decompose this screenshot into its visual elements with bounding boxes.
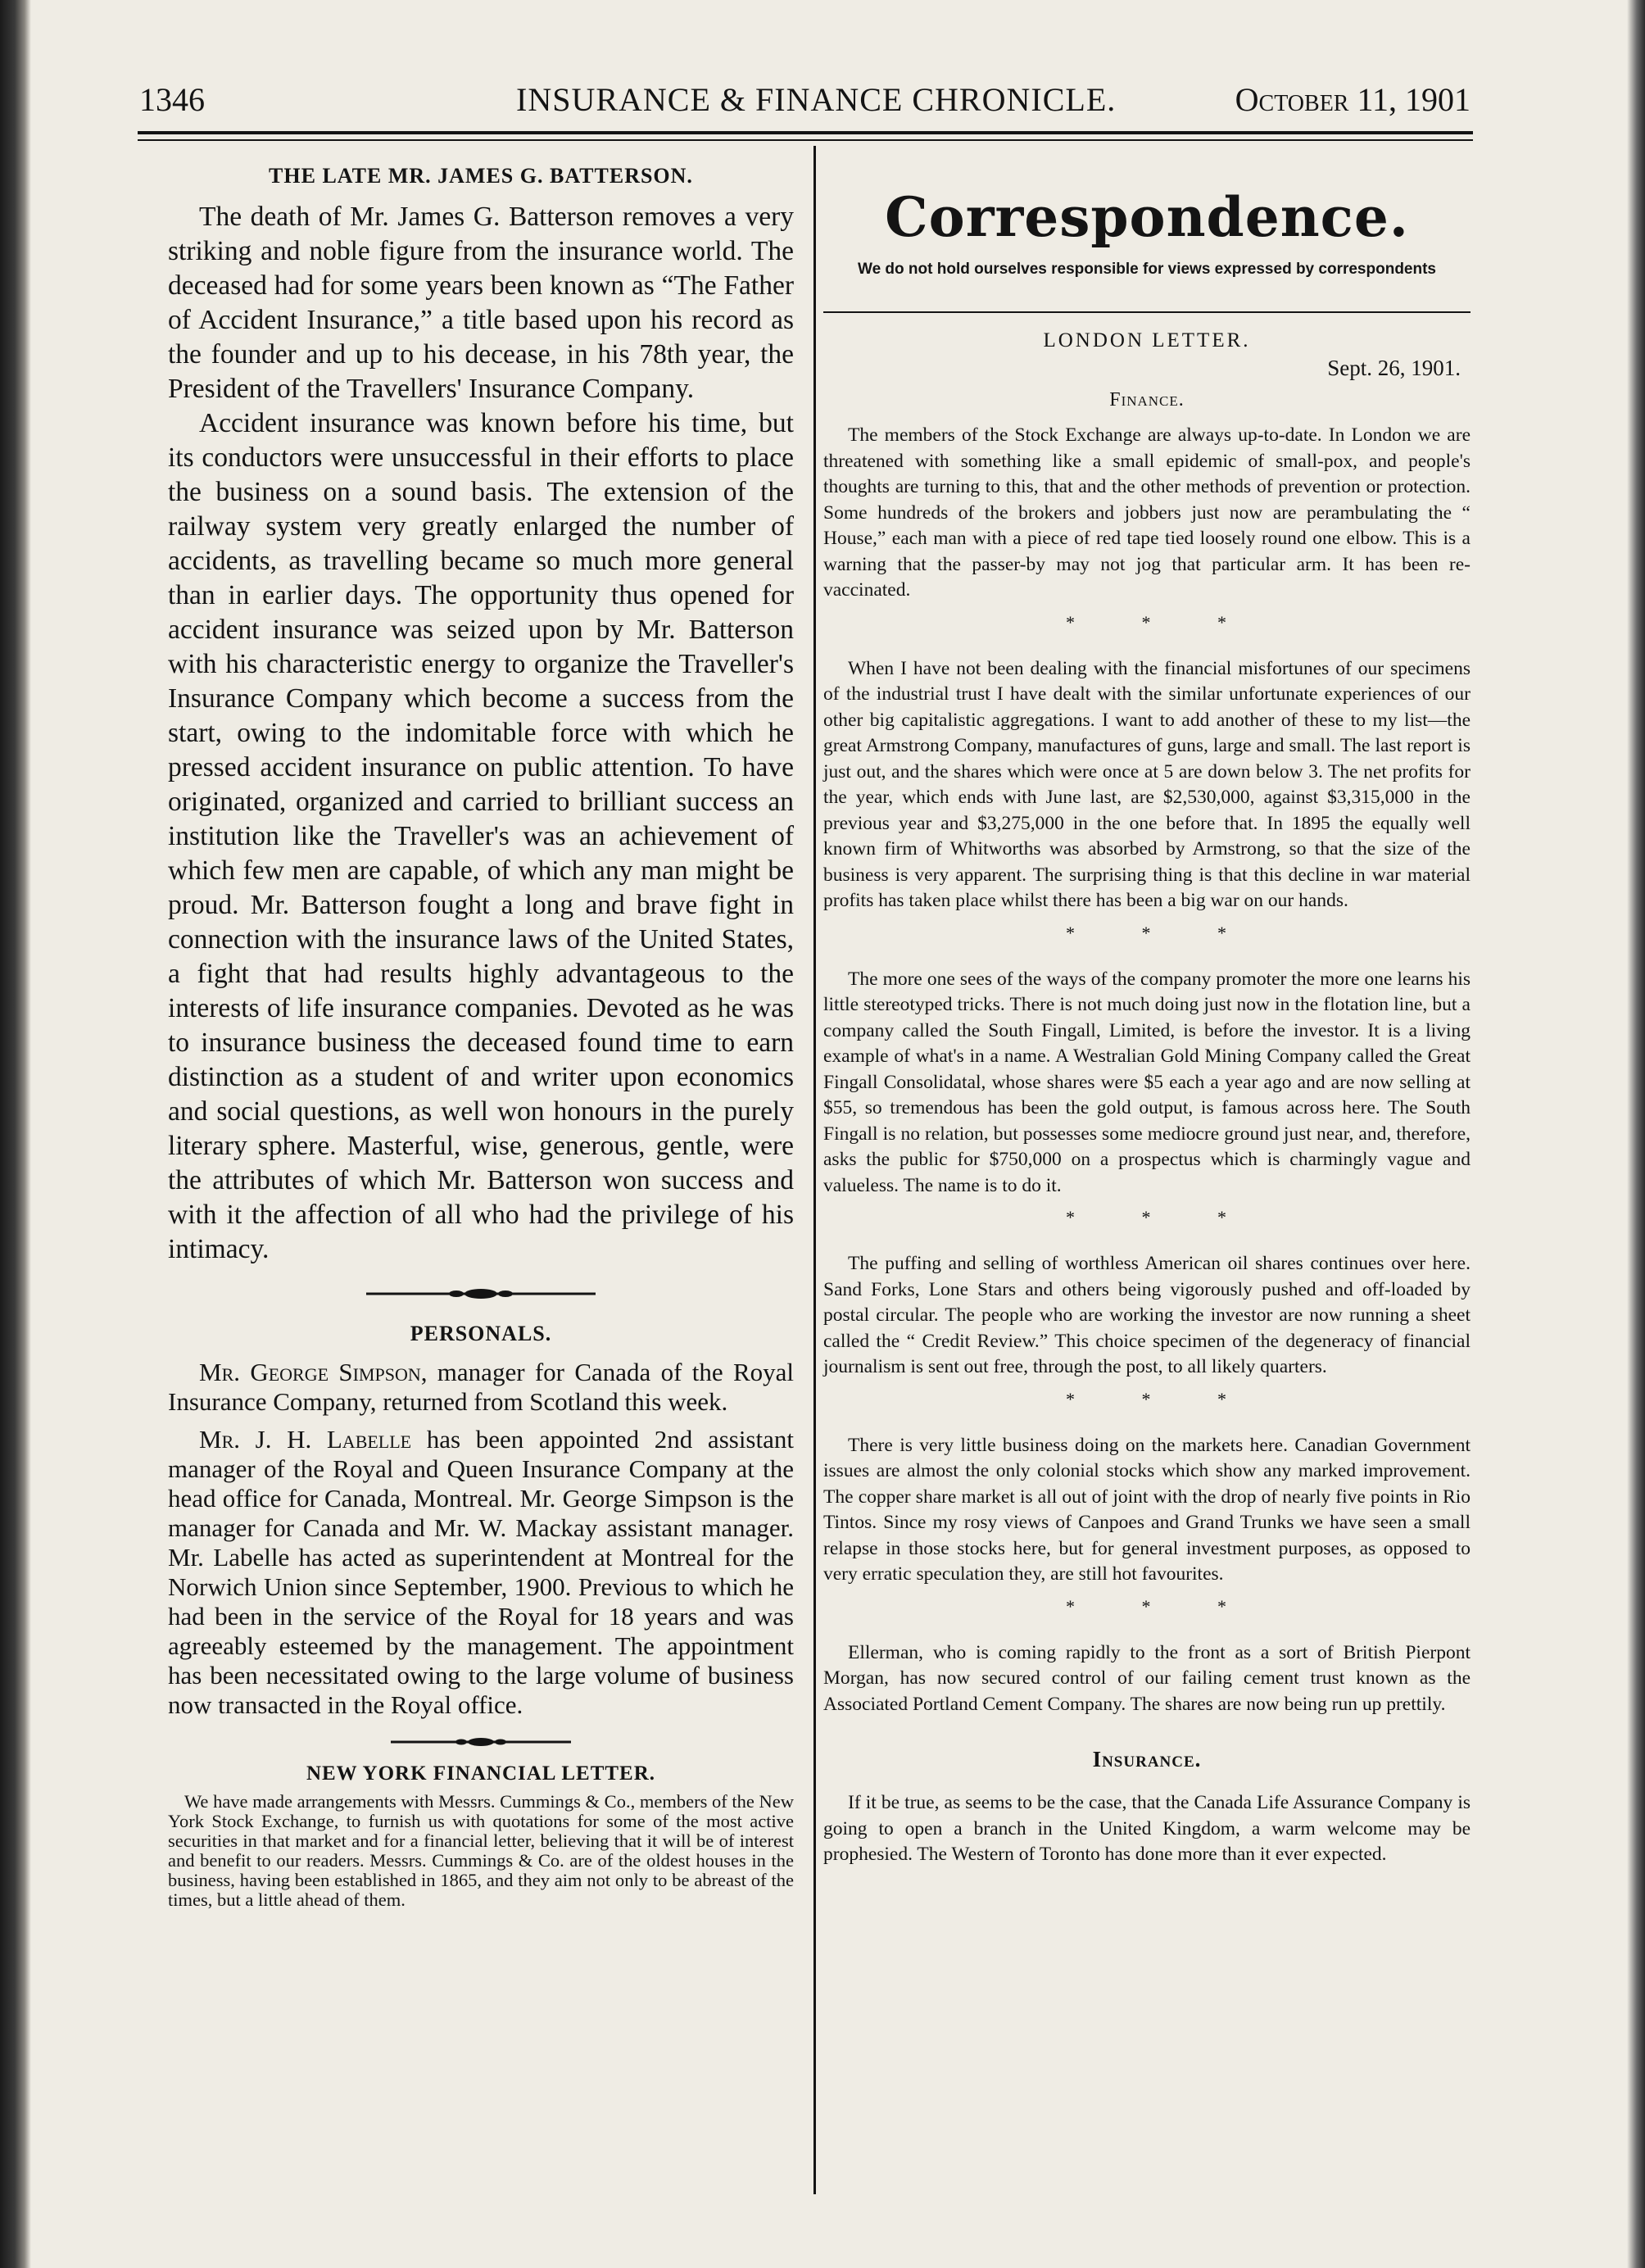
asterism-separator: * * * — [1066, 922, 1258, 943]
issue-date: October 11, 1901 — [1235, 81, 1471, 118]
batterson-paragraph-2: Accident insurance was known before his time, but its conductors were unsuccessful in their efforts to place the business on a sound basis. The extension of the railway system very greatly enlarged the number of accidents, as travelling became so much more general than in earlier days. The opportunity thus opened for accident insurance was seized upon by Mr. Batterson with his characteristic energy to organize the Traveller's Insurance Company which become a success from the start, owing to the indomitable force with which he pressed accident insurance on public attention. To have originated, organized and carried to brilliant success an institution like the Traveller's was an achievement of which few men are capable, of which any man might be proud. Mr. Batterson fought a long and brave fight in connection with the insurance laws of the United States, a fight that had results highly advantageous to the interests of life insurance companies. Devoted as he was to insurance business the deceased found time to earn distinction as a student of and writer upon economics and social questions, as well won honours in the purely literary sphere. Masterful, wise, generous, gentle, were the attributes of which Mr. Batterson won success and with it the affection of all who had the privilege of his intimacy. — [168, 408, 794, 1264]
column-divider — [813, 146, 816, 2194]
london-paragraph-1: The members of the Stock Exchange are always up-to-date. In London we are threatened with something like a small epidemic of small-pox, and people's thoughts are turning to this, that and the other methods of prevention or protection. Some hundreds of the brokers and jobbers just now are perambulating the “ House,” each man with a piece of red tape tied loosely round one elbow. This is a warning that the passer-by may not jog that particular arm. It has been re-vaccinated. — [823, 424, 1471, 601]
asterism-separator: * * * — [1066, 1207, 1258, 1227]
london-letter-date: Sept. 26, 1901. — [1327, 356, 1461, 380]
finance-heading: Finance. — [1109, 389, 1185, 411]
personals-text-1: , manager for Canada of the Royal Insurance Company, returned from Scotland this week. — [168, 1358, 795, 1416]
personals-paragraph-2 — [168, 1425, 794, 1720]
insurance-heading: Insurance. — [1092, 1747, 1202, 1771]
person-name-simpson: Mr. George Simpson — [199, 1358, 421, 1386]
asterism-separator: * * * — [1066, 1595, 1258, 1617]
asterism-separator: * * * — [1066, 1388, 1258, 1409]
correspondence-title: Correspondence. — [885, 185, 1409, 249]
page-right-edge — [1627, 0, 1645, 2268]
insurance-paragraph: If it be true, as seems to be the case, that the Canada Life Assurance Company is going to open a branch in the United Kingdom, a warm welcome may be prophesied. The Western of Toronto has done more than it ever expected. — [823, 1792, 1471, 1865]
london-paragraph-5: There is very little business doing on the markets here. Canadian Government issues are almost the only colonial stocks which show any marked improvement. The copper share market is all out of joint with the drop of nearly five points in Rio Tintos. Since my rosy views of Canpoes and Grand Trunks we have seen a small relapse in those stocks here, but for general investment purposes, as opposed to very erratic speculation they, are still hot favourites. — [823, 1434, 1471, 1585]
personals-heading: PERSONALS. — [410, 1322, 552, 1345]
batterson-heading: THE LATE MR. JAMES G. BATTERSON. — [269, 164, 693, 188]
header-rule — [138, 131, 1473, 141]
london-paragraph-6: Ellerman, who is coming rapidly to the front as a sort of British Pierpont Morgan, has now secured control of our failing cement trust known as the Associated Portland Cement Company. The shares are now being run up prettily. — [823, 1641, 1471, 1715]
london-paragraph-2: When I have not been dealing with the financial misfortunes of our specimens of the industrial trust I have dealt with the similar unfortunate experiences of our other big capitalistic aggregations. I want to add another of these to my list—the great Armstrong Company, manufactures of guns, large and small. The last report is just out, and the shares which were once at 5 are down below 3. The net profits for the year, which ends with June last, are $2,530,000, against $3,315,000 in the previous year and $3,275,000 in the one before that. In 1895 the equally well known firm of Whitworths was absorbed by Armstrong, so that the size of the business is very apparent. The surprising thing is that this decline in war material profits has taken place whilst there has been a big war on our hands. — [823, 657, 1471, 911]
ny-letter-heading: NEW YORK FINANCIAL LETTER. — [306, 1762, 656, 1785]
personals-section — [168, 1322, 794, 1720]
left-column — [168, 164, 794, 1910]
personals-paragraph-1 — [168, 1358, 794, 1417]
ornament-divider-icon — [168, 1736, 794, 1751]
person-name-labelle: Mr. J. H. Labelle — [199, 1425, 412, 1454]
right-column — [823, 185, 1471, 1868]
ny-letter-text: We have made arrangements with Messrs. Cummings & Co., members of the New York Stock Exchange, to furnish us with quotations for some of the most active securities in that market and for a financial letter, believing that it will be of interest and benefit to our readers. Messrs. Cummings & Co. are of the oldest houses in the business, having been established in 1865, and they aim not only to be abreast of the times, but a little ahead of them. — [168, 1791, 794, 1910]
page-binding-edge — [0, 0, 31, 2268]
personals-text-2: has been appointed 2nd assistant manager of the Royal and Queen Insurance Company at the head office for Canada, Montreal. Mr. George Simpson is the manager for Canada and Mr. W. Mackay assistant manager. Mr. Labelle has acted as superintendent at Montreal for the Norwich Union since September, 1900. Previous to which he had been in the service of the Royal for 18 years and was agreeably esteemed by the management. The appointment has been necessitated owing to the large volume of business now transacted in the Royal office. — [168, 1425, 794, 1719]
journal-title: INSURANCE & FINANCE CHRONICLE. — [516, 81, 1117, 118]
ny-financial-letter — [168, 1762, 794, 1910]
page-header — [139, 80, 1471, 129]
section-rule — [823, 311, 1471, 313]
ornament-divider-icon — [168, 1288, 794, 1304]
batterson-article — [168, 164, 794, 1267]
london-letter-title: LONDON LETTER. — [1043, 329, 1251, 352]
asterism-separator: * * * — [1066, 611, 1258, 633]
london-paragraph-4: The puffing and selling of worthless American oil shares continues over here. Sand Forks, Lone Stars and others being vigorously pushed and off-loaded by postal circular. The people who are working the investor are now running a sheet called the “ Credit Review.” This choice specimen of the degeneracy of financial journalism is sent out free, through the post, to all likely quarters. — [823, 1253, 1471, 1377]
correspondence-disclaimer: We do not hold ourselves responsible for views expressed by correspondents — [857, 261, 1436, 278]
london-paragraph-3: The more one sees of the ways of the company promoter the more one learns his little stereotyped tricks. There is not much doing just now in the flotation line, but a company called the South Fingall, Limited, is before the investor. It is a living example of what's in a name. A Westralian Gold Mining Company called the Great Fingall Consolidatal, whose shares were $5 each a year ago and are now selling at $55, so tremendous has been the gold output, is famous across here. The South Fingall is no relation, but possesses some mediocre ground just near, and, therefore, asks the public for $750,000 on a prospectus which is charmingly vague and valueless. The name is to do it. — [823, 968, 1471, 1196]
batterson-paragraph-1: The death of Mr. James G. Batterson removes a very striking and noble figure from the insurance world. The deceased had for some years been known as “The Father of Accident Insurance,” a title based upon his record as the founder and up to his decease, in his 78th year, the President of the Travellers' Insurance Company. — [168, 202, 794, 404]
page-number: 1346 — [139, 81, 205, 118]
